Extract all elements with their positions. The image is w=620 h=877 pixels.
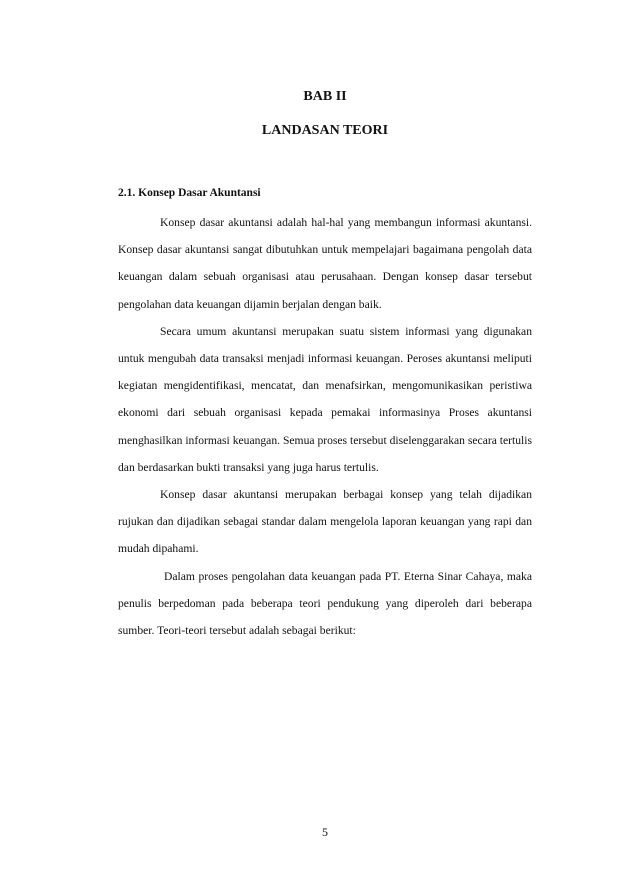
section-body — [118, 209, 532, 644]
chapter-title: LANDASAN TEORI — [261, 123, 389, 138]
paragraph: Secara umum akuntansi merupakan suatu sistem informasi yang digunakan untuk mengubah data transaksi menjadi informasi keuangan. Peroses akuntansi meliputi kegiatan mengidentifikasi, mencatat, dan menafsirkan, mengomunikasikan peristiwa ekonomi dari sebuah organisasi kepada pemakai informasinya Proses akuntansi menghasilkan informasi keuangan. Semua proses tersebut diselenggarakan secara tertulis dan berdasarkan bukti transaksi yang juga harus tertulis. — [118, 324, 532, 474]
chapter-number: BAB II — [303, 89, 347, 104]
paragraph: Konsep dasar akuntansi adalah hal-hal yang membangun informasi akuntansi. Konsep dasar akuntansi sangat dibutuhkan untuk mempelajari bagaimana pengolah data keuangan dalam sebuah organisasi atau perusahaan. Dengan konsep dasar tersebut pengolahan data keuangan dijamin berjalan dengan baik. — [118, 216, 532, 311]
paragraph: Konsep dasar akuntansi merupakan berbagai konsep yang telah dijadikan rujukan dan dijadikan sebagai standar dalam mengelola laporan keuangan yang rapi dan mudah dipahami. — [118, 488, 532, 556]
section-heading: 2.1. Konsep Dasar Akuntansi — [118, 187, 261, 199]
paragraph: Dalam proses pengolahan data keuangan pada PT. Eterna Sinar Cahaya, maka penulis berpedoman pada beberapa teori pendukung yang diperoleh dari beberapa sumber. Teori-teori tersebut adalah sebagai berikut: — [118, 569, 532, 638]
page-number: 5 — [322, 825, 328, 839]
